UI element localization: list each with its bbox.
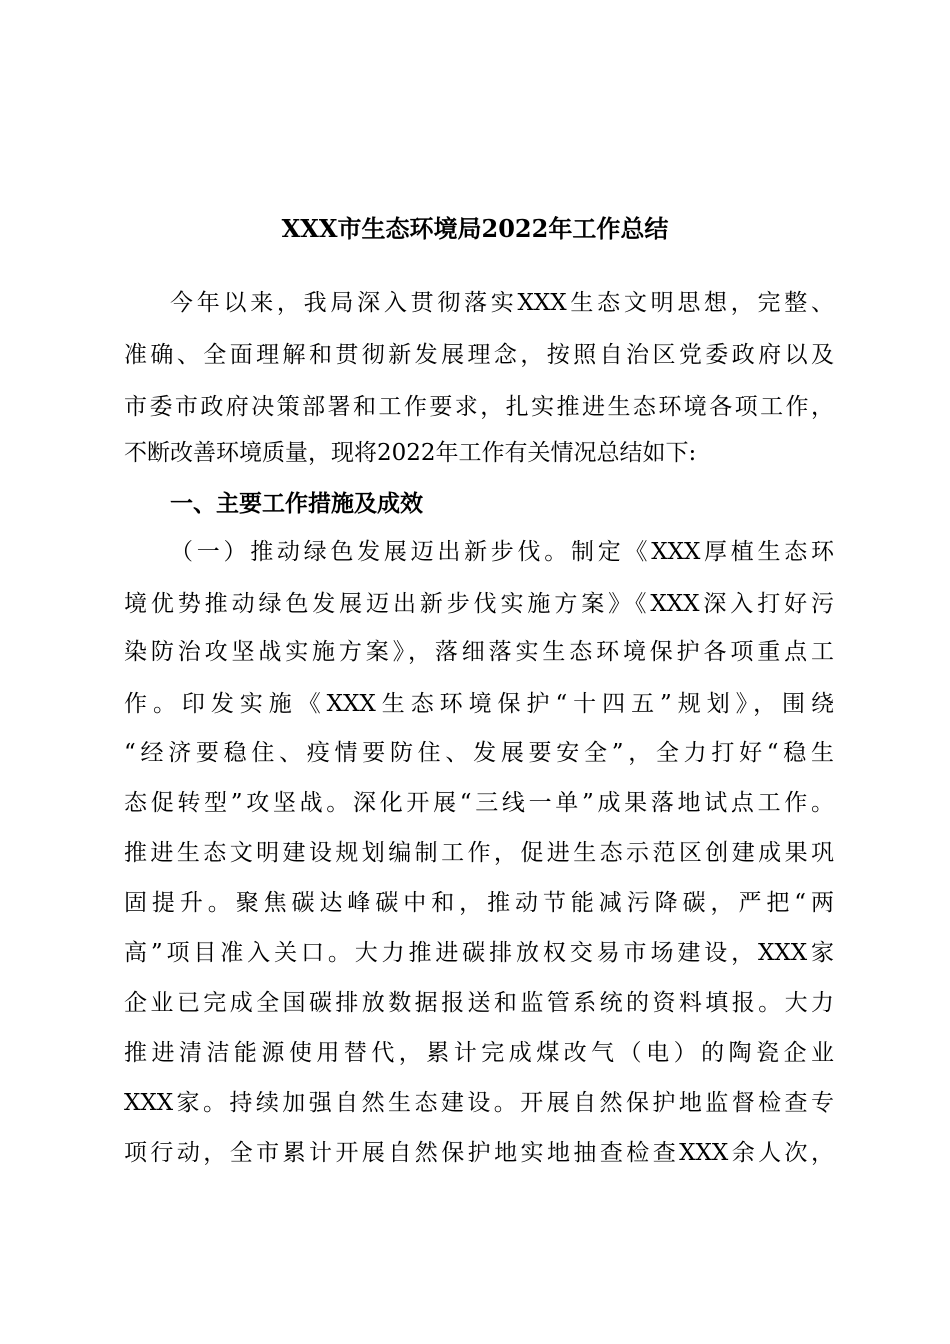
intro-line: 准确、全面理解和贯彻新发展理念，按照自治区党委政府以及 [124,342,834,368]
body-line: 推进生态文明建设规划编制工作，促进生态示范区创建成果巩 [124,840,834,866]
intro-line: 市委市政府决策部署和工作要求，扎实推进生态环境各项工作， [124,394,834,420]
intro-line: 不断改善环境质量，现将2022年工作有关情况总结如下: [124,440,697,466]
body-line: 态促转型”攻坚战。深化开展“三线一单”成果落地试点工作。 [124,790,834,816]
body-line: 境优势推动绿色发展迈出新步伐实施方案》《XXX深入打好污 [124,591,834,617]
body-line: 企业已完成全国碳排放数据报送和监管系统的资料填报。大力 [124,990,834,1016]
body-line: “经济要稳住、疫情要防住、发展要安全”，全力打好“稳生 [124,740,834,766]
body-line: 项行动，全市累计开展自然保护地实地抽查检查XXX余人次， [124,1140,834,1166]
body-line: （一）推动绿色发展迈出新步伐。制定《XXX厚植生态环 [170,539,834,565]
body-line: 高”项目准入关口。大力推进碳排放权交易市场建设，XXX家 [124,940,834,966]
body-line: XXX家。持续加强自然生态建设。开展自然保护地监督检查专 [124,1090,834,1116]
body-line: 固提升。聚焦碳达峰碳中和，推动节能减污降碳，严把“两 [124,890,834,916]
intro-line: 今年以来，我局深入贯彻落实XXX生态文明思想，完整、 [170,290,834,316]
body-line: 作。印发实施《XXX生态环境保护“十四五”规划》，围绕 [124,691,834,717]
document-title: XXX市生态环境局2022年工作总结 [281,214,669,243]
section-heading: 一、主要工作措施及成效 [170,491,423,517]
body-line: 染防治攻坚战实施方案》，落细落实生态环境保护各项重点工 [124,639,834,665]
body-line: 推进清洁能源使用替代，累计完成煤改气（电）的陶瓷企业 [124,1040,834,1066]
